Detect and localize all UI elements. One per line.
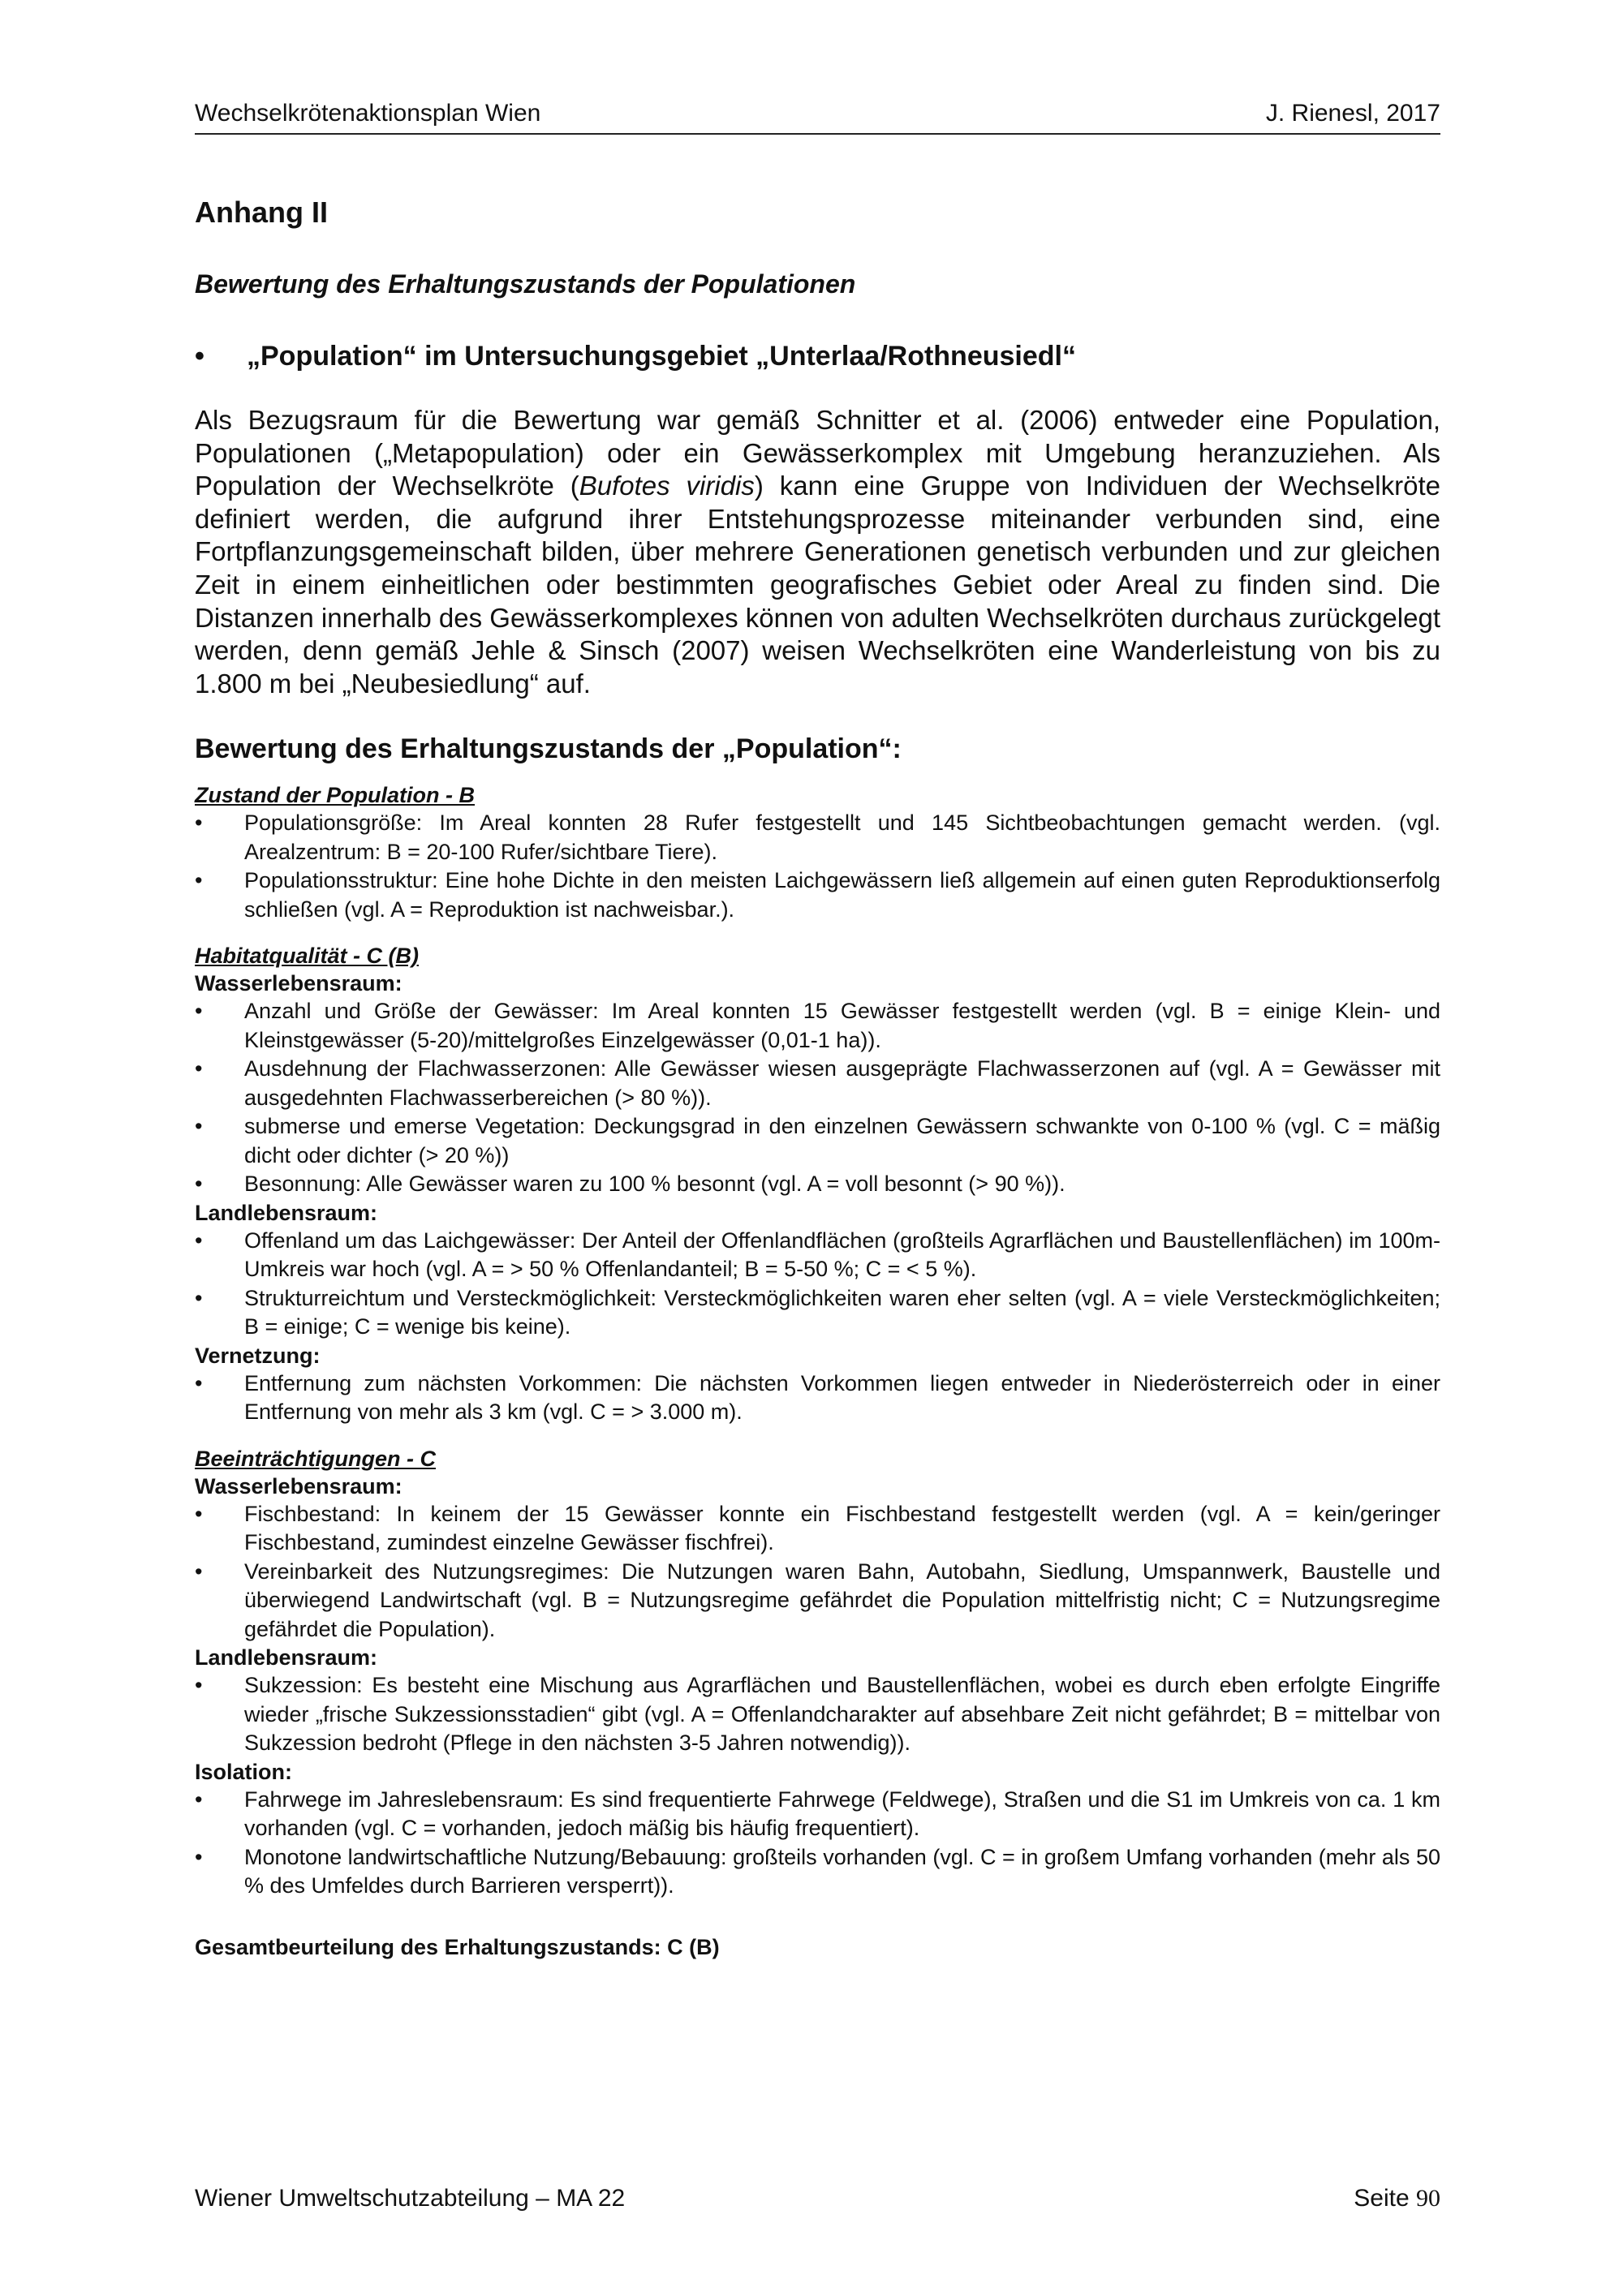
impairments-water-list [195,1500,1440,1645]
header-author: J. Rienesl, 2017 [1265,100,1440,127]
bullet-icon: • [195,999,203,1024]
intro-part2: ) kann eine Gruppe von Individuen der Wechselkröte definiert werden, die aufgrund ihrer Entstehungsprozesse miteinander verbunden sind, eine Fortpflanzungsgemeinschaft bilden, über mehrere Generationen genetisch verbunden und zur gleichen Zeit in einem einheitlichen oder bestimmten geografisches Gebiet oder Areal zu finden sind. Die Distanzen innerhalb des Gewässerkomplexes können von adulten Wechselkröten durchaus zurückgelegt werden, denn gemäß Jehle & Sinsch (2007) weisen Wechselkröten eine Wanderleistung von bis zu 1.800 m bei „Neubesiedlung“ auf. [195,471,1440,699]
list-item: • Besonnung: Alle Gewässer waren zu 100 % besonnt (vgl. A = voll besonnt (> 90 %)). [195,1170,1440,1199]
overall-assessment: Gesamtbeurteilung des Erhaltungszustands: C (B) [195,1934,720,1959]
bullet-icon: • [195,341,204,372]
list-item: • Anzahl und Größe der Gewässer: Im Areal konnten 15 Gewässer festgestellt werden (vgl. B = einige Klein- und Kleinstgewässer (5-20)/mittelgroßes Einzelgewässer (0,01-1 ha)). [195,997,1440,1055]
assessment-heading: Bewertung des Erhaltungszustands der „Population“: [195,733,902,765]
list-item: • Vereinbarkeit des Nutzungsregimes: Die Nutzungen waren Bahn, Autobahn, Siedlung, Umspannwerk, Baustelle und überwiegend Landwirtschaft (vgl. B = Nutzungsregime gefährdet die Population mittelfristig nicht; C = Nutzungsregime gefährdet die Population). [195,1558,1440,1645]
impairments-land-list [195,1671,1440,1758]
list-item: • Strukturreichtum und Versteckmöglichkeit: Versteckmöglichkeiten waren eher selten (vgl. A = viele Versteckmöglichkeiten; B = einige; C = wenige bis keine). [195,1284,1440,1342]
list-item: • Entfernung zum nächsten Vorkommen: Die nächsten Vorkommen liegen entweder in Niederösterreich oder in einer Entfernung von mehr als 3 km (vgl. C = > 3.000 m). [195,1369,1440,1427]
bullet-icon: • [195,1501,203,1526]
intro-part1: Als Bezugsraum für die Bewertung war gemäß Schnitter et al. (2006) entweder eine Population, Populationen („Metapopulation) oder ein Gewässerkomplex mit Umgebung heranzuziehen. Als Population der Wechselkröte ( [195,405,1440,501]
population-state-list [195,809,1440,924]
bullet-icon: • [195,1786,203,1812]
impairments-water-label: Wasserlebensraum: [195,1473,403,1498]
bullet-icon: • [195,1172,203,1197]
bullet-icon: • [195,1844,203,1869]
list-item: • Ausdehnung der Flachwasserzonen: Alle Gewässer wiesen ausgeprägte Flachwasserzonen auf (vgl. A = Gewässer mit ausgedehnten Flachwasserbereichen (> 80 %)). [195,1055,1440,1112]
habitat-water-label: Wasserlebensraum: [195,971,403,996]
section-heading [195,338,1440,375]
running-header [195,96,1440,135]
document-page [195,96,1440,1961]
bullet-icon: • [195,810,203,836]
list-item: • Populationsgröße: Im Areal konnten 28 Rufer festgestellt und 145 Sichtbeobachtungen gemacht werden. (vgl. Arealzentrum: B = 20-100 Rufer/sichtbare Tiere). [195,809,1440,866]
list-item: • Populationsstruktur: Eine hohe Dichte in den meisten Laichgewässern ließ allgemein auf einen guten Reproduktionserfolg schließen (vgl. A = Reproduktion ist nachweisbar.). [195,866,1440,924]
bullet-icon: • [195,1673,203,1698]
list-item: • Sukzession: Es besteht eine Mischung aus Agrarflächen und Baustellenflächen, wobei es durch eben erfolgte Eingriffe wieder „frische Sukzessionsstadien“ gibt (vgl. A = Offenlandcharakter auf absehbare Zeit nicht gefährdet; B = mittelbar von Sukzession bedroht (Pflege in den nächsten 3-5 Jahren notwendig)). [195,1671,1440,1758]
list-item: • Monotone landwirtschaftliche Nutzung/Bebauung: großteils vorhanden (vgl. C = in großem Umfang vorhanden (mehr als 50 % des Umfeldes durch Barrieren versperrt)). [195,1843,1440,1901]
footer-department: Wiener Umweltschutzabteilung – MA 22 [195,2185,626,2212]
list-item: • Offenland um das Laichgewässer: Der Anteil der Offenlandflächen (großteils Agrarflächen und Baustellenflächen) im 100m-Umkreis war hoch (vgl. A = > 50 % Offenlandanteil; B = 5-50 %; C = < 5 %). [195,1227,1440,1284]
habitat-water-list [195,997,1440,1199]
list-item: • Fahrwege im Jahreslebensraum: Es sind frequentierte Fahrwege (Feldwege), Straßen und die S1 im Umkreis von ca. 1 km vorhanden (vgl. C = vorhanden, jedoch mäßig bis häufig frequentiert). [195,1786,1440,1843]
bullet-icon: • [195,1056,203,1081]
habitat-network-list [195,1369,1440,1427]
appendix-title: Anhang II [195,196,328,229]
species-name: Bufotes viridis [579,471,755,501]
habitat-land-list [195,1227,1440,1342]
bullet-icon: • [195,1285,203,1310]
page-number-value: 90 [1416,2185,1440,2212]
subtitle: Bewertung des Erhaltungszustands der Populationen [195,269,856,299]
page-number [1354,2182,1440,2215]
habitat-title: Habitatqualität - C (B) [195,944,419,969]
section-heading-text: „Population“ im Untersuchungsgebiet „Unterlaa/Rothneusiedl“ [247,341,1076,372]
list-item: • submerse und emerse Vegetation: Deckungsgrad in den einzelnen Gewässern schwankte von 0-100 % (vgl. C = mäßig dicht oder dichter (> 20 %)) [195,1112,1440,1170]
impairments-isolation-list [195,1786,1440,1901]
intro-paragraph [195,404,1440,700]
header-title: Wechselkrötenaktionsplan Wien [195,100,541,127]
bullet-icon: • [195,1114,203,1139]
impairments-land-label: Landlebensraum: [195,1645,378,1670]
impairments-isolation-label: Isolation: [195,1759,292,1784]
impairments-title: Beeinträchtigungen - C [195,1446,437,1471]
population-state-title: Zustand der Population - B [195,783,475,808]
habitat-network-label: Vernetzung: [195,1343,321,1368]
bullet-icon: • [195,1559,203,1584]
page-footer [195,2182,1440,2215]
page-label: Seite [1354,2185,1410,2212]
list-item: • Fischbestand: In keinem der 15 Gewässer konnte ein Fischbestand festgestellt werden (vgl. A = kein/geringer Fischbestand, zumindest einzelne Gewässer fischfrei). [195,1500,1440,1558]
bullet-icon: • [195,1228,203,1253]
bullet-icon: • [195,1370,203,1395]
bullet-icon: • [195,868,203,893]
habitat-land-label: Landlebensraum: [195,1200,378,1225]
